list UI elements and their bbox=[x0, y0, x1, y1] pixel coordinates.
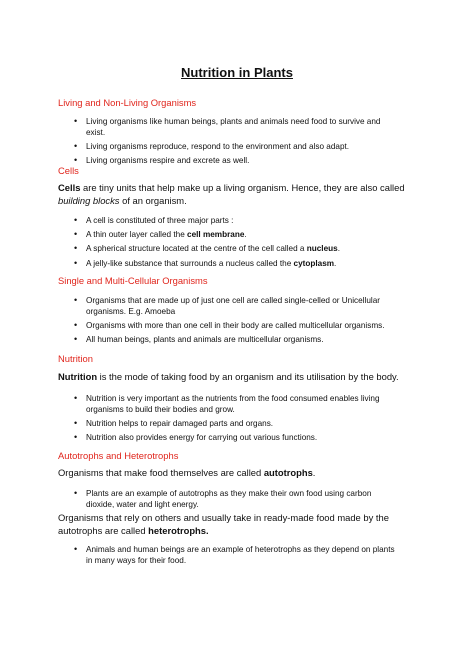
list-item: • All human beings, plants and animals are multicellular organisms. bbox=[58, 334, 398, 345]
list-item: • Nutrition helps to repair damaged parts and organs. bbox=[58, 418, 398, 429]
single-multi-list bbox=[58, 295, 398, 349]
list-item: • Organisms that are made up of just one cell are called single-celled or Unicellular organisms. E.g. Amoeba bbox=[58, 295, 398, 317]
list-item: • Nutrition also provides energy for carrying out various functions. bbox=[58, 432, 398, 443]
autotrophs-paragraph: Organisms that make food themselves are called autotrophs. bbox=[58, 467, 316, 478]
cells-list bbox=[58, 215, 398, 272]
list-item: • Nutrition is very important as the nutrients from the food consumed enables living organisms to build their bodies and grow. bbox=[58, 393, 398, 415]
term-building-blocks: building blocks bbox=[58, 195, 120, 206]
list-item: • Living organisms reproduce, respond to the environment and also adapt. bbox=[58, 141, 398, 152]
list-item: • Organisms with more than one cell in their body are called multicellular organisms. bbox=[58, 320, 398, 331]
term-autotrophs: autotrophs bbox=[263, 467, 313, 478]
heading-autotrophs-heterotrophs: Autotrophs and Heterotrophs bbox=[58, 450, 179, 461]
list-item: • Living organisms respire and excrete as well. bbox=[58, 155, 398, 166]
page-title: Nutrition in Plants bbox=[181, 65, 293, 80]
list-item: • A thin outer layer called the cell membrane. bbox=[58, 229, 398, 240]
list-item: • Plants are an example of autotrophs as they make their own food using carbon dioxide, water and light energy. bbox=[58, 488, 398, 510]
nutrition-paragraph: Nutrition is the mode of taking food by an organism and its utilisation by the body. bbox=[58, 371, 399, 382]
living-organisms-list bbox=[58, 116, 398, 170]
heading-nutrition: Nutrition bbox=[58, 353, 93, 364]
autotrophs-list bbox=[58, 488, 398, 513]
term-heterotrophs: heterotrophs. bbox=[148, 525, 209, 536]
list-item: • A cell is constituted of three major parts : bbox=[58, 215, 398, 226]
cells-paragraph: Cells are tiny units that help make up a living organism. Hence, they are also called building blocks of an organism. bbox=[58, 182, 405, 206]
heading-living-organisms: Living and Non-Living Organisms bbox=[58, 97, 197, 108]
list-item: • A spherical structure located at the centre of the cell called a nucleus. bbox=[58, 243, 398, 254]
term-cells: Cells bbox=[58, 182, 81, 193]
term-nutrition: Nutrition bbox=[58, 371, 98, 382]
list-item: • A jelly-like substance that surrounds a nucleus called the cytoplasm. bbox=[58, 258, 398, 269]
heading-single-multi-cellular: Single and Multi-Cellular Organisms bbox=[58, 275, 208, 286]
heading-cells: Cells bbox=[58, 165, 79, 176]
list-item: • Living organisms like human beings, plants and animals need food to survive and exist. bbox=[58, 116, 398, 138]
nutrition-list bbox=[58, 393, 398, 447]
heterotrophs-paragraph: Organisms that rely on others and usually take in ready-made food made by the autotrophs are called heterotrophs. bbox=[58, 512, 389, 536]
heterotrophs-list bbox=[58, 544, 398, 569]
list-item: • Animals and human beings are an example of heterotrophs as they depend on plants in many ways for their food. bbox=[58, 544, 398, 566]
